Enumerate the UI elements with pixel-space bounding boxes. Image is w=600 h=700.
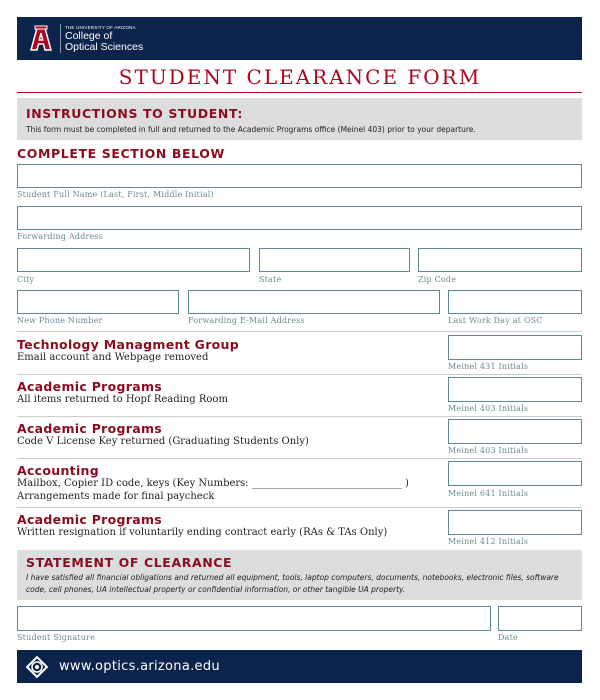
email-label: Forwarding E-Mail Address [188, 316, 305, 325]
phone-field[interactable] [17, 290, 179, 314]
clearance-desc: Email account and Webpage removed [17, 352, 209, 363]
signature-label: Student Signature [17, 633, 96, 642]
initials-label: Meinel 403 Initials [448, 404, 529, 413]
instructions-text: This form must be completed in full and returned to the Academic Programs office (Meinel 403) prior to your departure. [26, 125, 476, 134]
initials-field[interactable] [448, 419, 582, 444]
title-divider [17, 92, 582, 93]
divider [17, 331, 582, 332]
complete-section-heading: COMPLETE SECTION BELOW [17, 146, 225, 161]
instructions-panel [17, 98, 582, 140]
initials-label: Meinel 431 Initials [448, 362, 529, 371]
phone-label: New Phone Number [17, 316, 103, 325]
divider [17, 458, 582, 459]
zip-field[interactable] [418, 248, 582, 272]
initials-field[interactable] [448, 461, 582, 486]
divider [17, 416, 582, 417]
clearance-dept: Academic Programs [17, 379, 163, 394]
state-label: State [259, 275, 282, 284]
divider [17, 374, 582, 375]
email-field[interactable] [188, 290, 440, 314]
city-field[interactable] [17, 248, 250, 272]
college-line-2: Optical Sciences [65, 41, 144, 53]
date-label: Date [498, 633, 518, 642]
initials-field[interactable] [448, 335, 582, 360]
city-label: City [17, 275, 35, 284]
last-work-day-label: Last Work Day at OSC [448, 316, 543, 325]
header-banner [17, 17, 582, 60]
signature-field[interactable] [17, 606, 491, 631]
statement-heading: STATEMENT OF CLEARANCE [26, 555, 233, 570]
college-line-1: College of [65, 30, 113, 42]
instructions-heading: INSTRUCTIONS TO STUDENT: [26, 106, 244, 121]
optics-logo-icon [26, 656, 48, 678]
last-work-day-field[interactable] [448, 290, 582, 314]
clearance-desc: Mailbox, Copier ID code, keys (Key Numbers: ______________________________ ) [17, 478, 409, 489]
student-name-field[interactable] [17, 164, 582, 188]
student-name-label: Student Full Name (Last, First, Middle Initial) [17, 190, 214, 199]
forwarding-address-field[interactable] [17, 206, 582, 230]
college-name [65, 31, 143, 53]
initials-label: Meinel 641 Initials [448, 489, 529, 498]
clearance-dept: Academic Programs [17, 421, 163, 436]
university-name: THE UNIVERSITY OF ARIZONA [65, 25, 136, 30]
clearance-desc: Written resignation if voluntarily ending contract early (RAs & TAs Only) [17, 527, 388, 538]
footer-banner [17, 650, 582, 683]
initials-field[interactable] [448, 377, 582, 402]
clearance-desc: Arrangements made for final paycheck [17, 491, 215, 502]
university-a-logo-icon [28, 24, 54, 52]
initials-field[interactable] [448, 510, 582, 535]
zip-label: Zip Code [418, 275, 457, 284]
logo-divider [60, 24, 61, 53]
initials-label: Meinel 403 Initials [448, 446, 529, 455]
statement-text: I have satisfied all financial obligations and returned all equipment, tools, laptop computers, documents, notebooks, electronic files, software code, cell phones, UA intellectual property or confidential information, or other tangible UA property. [26, 573, 559, 594]
state-field[interactable] [259, 248, 410, 272]
statement-panel [17, 550, 582, 600]
clearance-desc: Code V License Key returned (Graduating Students Only) [17, 436, 309, 447]
clearance-dept: Accounting [17, 463, 99, 478]
clearance-desc: All items returned to Hopf Reading Room [17, 394, 228, 405]
page-title: STUDENT CLEARANCE FORM [118, 65, 482, 89]
website-url[interactable]: www.optics.arizona.edu [59, 659, 220, 674]
initials-label: Meinel 412 Initials [448, 537, 529, 546]
divider [17, 507, 582, 508]
clearance-dept: Technology Managment Group [17, 337, 240, 352]
forwarding-address-label: Forwarding Address [17, 232, 104, 241]
clearance-dept: Academic Programs [17, 512, 163, 527]
date-field[interactable] [498, 606, 582, 631]
